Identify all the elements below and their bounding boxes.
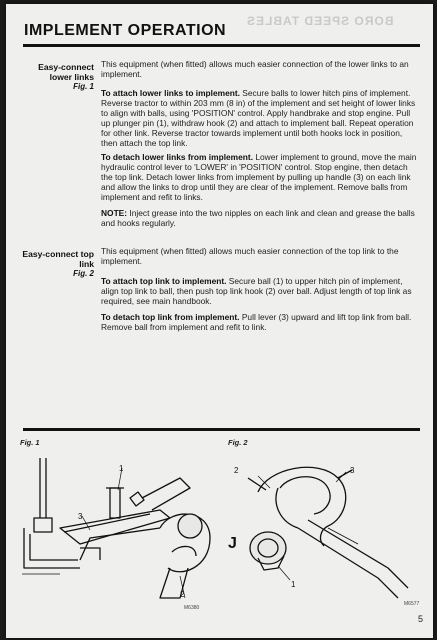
fig1-label: Fig. 1: [20, 438, 40, 447]
lower-links-note: [101, 208, 417, 228]
fig2-callout-1: 1: [291, 580, 296, 589]
fig2-callout-2: 2: [234, 466, 239, 475]
lower-links-intro: This equipment (when fitted) allows much easier connection of the lower links to an implement.: [101, 59, 409, 79]
page-title: IMPLEMENT OPERATION: [24, 22, 227, 39]
manual-page: [6, 4, 433, 638]
top-link-detach-title: To detach top link from implement.: [101, 312, 240, 322]
lower-links-attach: [101, 88, 417, 148]
fig2-code: M6577: [404, 601, 420, 607]
lower-links-label: Easy-connect lower links: [38, 62, 94, 82]
page-number: 5: [417, 614, 423, 624]
lower-links-attach-title: To attach lower links to implement.: [101, 88, 240, 98]
top-link-attach: [101, 276, 417, 306]
svg-text:J: J: [228, 535, 237, 552]
fig2-callout-3: 3: [350, 466, 355, 475]
lower-links-detach-title: To detach lower links from implement.: [101, 152, 254, 162]
section-label-top-link: [20, 249, 94, 279]
bleed-through-text: BORO SPEED TABLES: [246, 14, 394, 28]
fig1-code: M6380: [184, 605, 200, 611]
title-rule: [23, 44, 420, 47]
fig1-callout-3: 3: [78, 512, 83, 521]
fig1-lower-link-illustration: [20, 448, 220, 618]
section-label-lower-links: [20, 62, 94, 92]
fig2-label: Fig. 2: [228, 438, 248, 447]
top-link-intro: This equipment (when fitted) allows much easier connection of the top link to the implement.: [101, 246, 399, 266]
fig1-callout-2: 2: [180, 590, 185, 599]
lower-links-detach: [101, 152, 417, 202]
figure-rule: [23, 428, 420, 431]
lower-links-note-title: NOTE:: [101, 208, 128, 218]
lower-links-note-text: Inject grease into the two nipples on each link and clean and grease the balls and hooks regularly.: [101, 208, 415, 228]
lower-links-fig-ref: Fig. 1: [73, 82, 94, 91]
top-link-attach-title: To attach top link to implement.: [101, 276, 227, 286]
top-link-fig-ref: Fig. 2: [73, 269, 94, 278]
top-link-detach-text: Pull lever (3) upward and lift top link from ball. Remove ball from implement and refit to link.: [101, 312, 412, 332]
lower-links-attach-text: Secure balls to lower hitch pins of implement. Reverse tractor to within 203 mm (8 in) of the implement and set height of lower links to align with balls, using 'POSITION' control. Apply handbrake and stop engine. Pull up plunger pin (1), withdraw hook (2) and attach to implement ball. Repeat operation for other link. Reverse tractor towards implement until both hooks lock in position, then attach the top link.: [101, 88, 416, 148]
fig1-callout-1: 1: [119, 464, 124, 473]
top-link-attach-text: Secure ball (1) to upper hitch pin of implement, align top link to ball, then push top link hook (2) over ball. Adjust length of top link as required, see main handbook.: [101, 276, 412, 306]
top-link-detach: [101, 312, 417, 332]
lower-links-detach-text: Lower implement to ground, move the main hydraulic control lever to 'LOWER' in 'POSITION' control. Stop engine, then detach the top link. Detach lower links from implement by pulling up handle (3) on each link and allow the links to drop until they are clear of the implement. Remove balls from implement and refit to links.: [101, 152, 417, 202]
fig2-top-link-illustration: [228, 448, 428, 618]
top-link-label: Easy-connect top link: [22, 249, 94, 269]
